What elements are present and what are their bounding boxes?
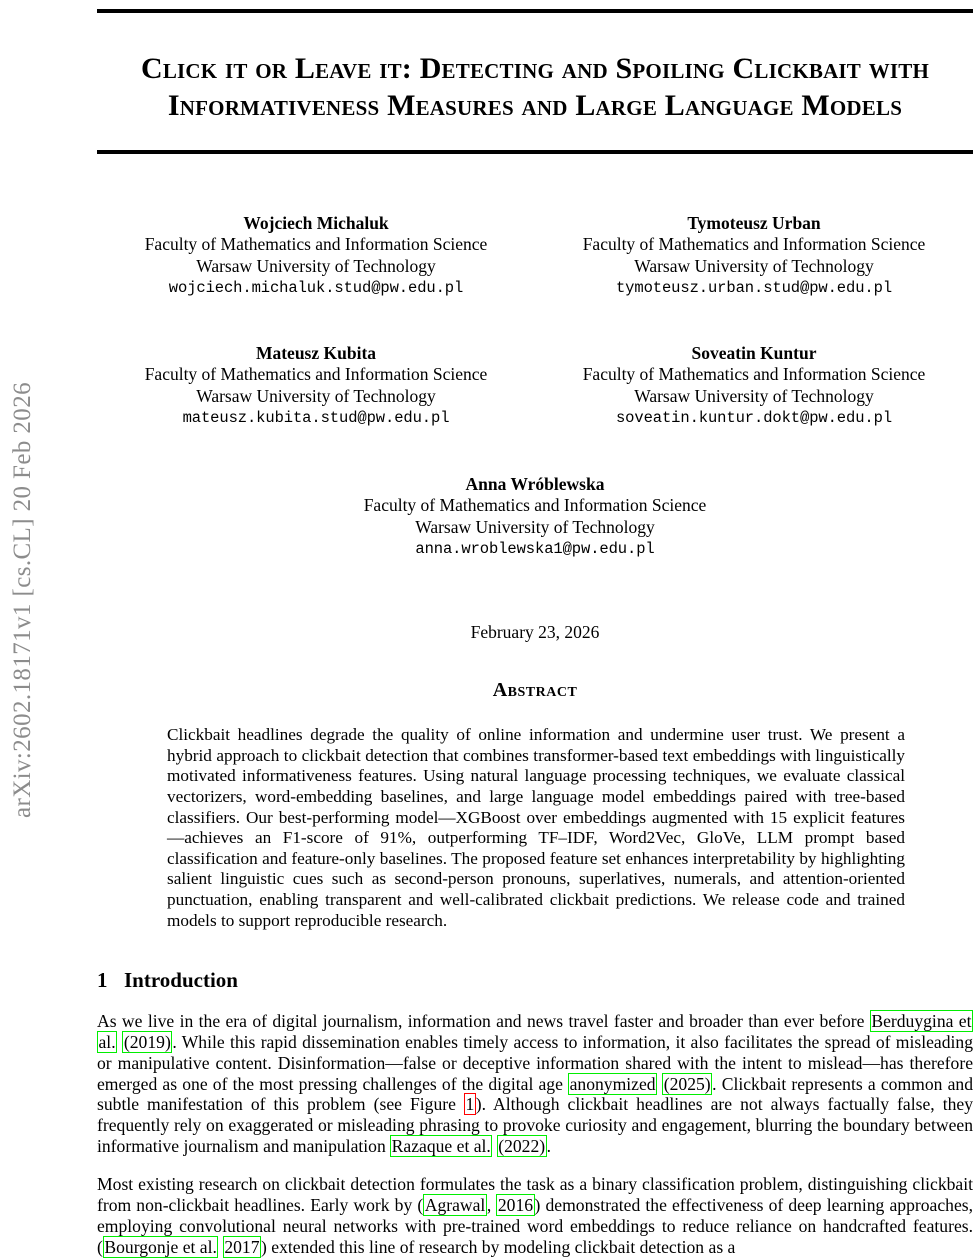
par1-text-1: As we live in the era of digital journalism, information and news travel faster and broader than ever before xyxy=(97,1011,870,1032)
author-block xyxy=(97,154,973,560)
intro-paragraph-2 xyxy=(97,1174,973,1257)
author-name: Tymoteusz Urban xyxy=(687,213,821,234)
arxiv-stamp xyxy=(0,0,46,1200)
paper-page xyxy=(97,0,973,1257)
author-faculty: Faculty of Mathematics and Information Science xyxy=(144,364,488,385)
citation-author: Berduygina et al. xyxy=(98,1011,972,1052)
par1-text-3: . Clickbait represents a common and subtle manifestation of this problem (see Figure xyxy=(97,1073,973,1115)
author-entry xyxy=(97,212,535,299)
author-university: Warsaw University of Technology xyxy=(634,385,874,406)
author-row xyxy=(97,473,973,560)
paper-date: February 23, 2026 xyxy=(470,622,600,643)
author-university: Warsaw University of Technology xyxy=(634,255,874,276)
author-faculty: Faculty of Mathematics and Information Science xyxy=(582,364,926,385)
citation-separator: , xyxy=(486,1195,497,1216)
author-email[interactable]: mateusz.kubita.stud@pw.edu.pl xyxy=(182,409,450,428)
citation-year: (2025) xyxy=(663,1073,711,1094)
author-email[interactable]: anna.wroblewska1@pw.edu.pl xyxy=(415,540,655,559)
author-name: Wojciech Michaluk xyxy=(243,213,389,234)
author-faculty: Faculty of Mathematics and Information Science xyxy=(582,234,926,255)
citation-year: 2016 xyxy=(497,1195,534,1216)
author-email[interactable]: soveatin.kuntur.dokt@pw.edu.pl xyxy=(615,409,893,428)
par1-text-2: . While this rapid dissemination enables timely access to information, it also facilitates the spread of misleading or manipulative content. Disinformation—false or deceptive information shared with the intent to mislead—has therefore emerged as one of the most pressing challenges of the digital age xyxy=(97,1031,973,1094)
section-number: 1 xyxy=(97,968,108,993)
intro-paragraph-1 xyxy=(97,1011,973,1157)
author-row xyxy=(97,342,973,429)
author-faculty: Faculty of Mathematics and Information Science xyxy=(363,495,707,516)
author-university: Warsaw University of Technology xyxy=(196,385,436,406)
author-name: Mateusz Kubita xyxy=(255,343,377,364)
par2-text-3: ) extended this line of research by modeling clickbait detection as a xyxy=(261,1236,736,1257)
citation-year: (2022) xyxy=(498,1135,546,1156)
page-title: Click it or Leave it: Detecting and Spoiling Clickbait with Informativeness Measures and Large Language Models xyxy=(140,52,930,123)
author-name: Anna Wróblewska xyxy=(465,474,605,495)
title-rule-top xyxy=(97,9,973,13)
author-faculty: Faculty of Mathematics and Information Science xyxy=(144,234,488,255)
author-entry xyxy=(535,342,973,429)
par1-text-5: . xyxy=(546,1135,552,1156)
author-entry xyxy=(97,342,535,429)
section-heading-introduction xyxy=(97,968,973,993)
citation-agrawal[interactable] xyxy=(423,1194,487,1216)
citation-year: (2019) xyxy=(123,1031,171,1052)
citation-bourgonje-year[interactable] xyxy=(223,1236,261,1258)
citation-berduygina-year[interactable] xyxy=(122,1031,172,1053)
abstract-text: Clickbait headlines degrade the quality of online information and undermine user trust. We present a hybrid approach to clickbait detection that combines transformer-based text embeddings with linguistically motivated informativeness features. Using natural language processing techniques, we evaluate classical vectorizers, word-embedding baselines, and large language model embeddings paired with tree-based classifiers. Our best-performing model—XGBoost over embeddings augmented with 15 explicit features—achieves an F1-score of 91%, outperforming TF–IDF, Word2Vec, GloVe, LLM prompt based classification and feature-only baselines. The proposed feature set enhances interpretability by highlighting salient linguistic cues such as second-person pronouns, superlatives, numerals, and attention-oriented punctuation, enabling transparent and well-calibrated clickbait predictions. We release code and trained models to support reproducible research. xyxy=(167,725,905,930)
author-entry xyxy=(97,473,973,560)
author-university: Warsaw University of Technology xyxy=(196,255,436,276)
citation-author: Bourgonje et al. xyxy=(104,1236,217,1257)
citation-author: anonymized xyxy=(569,1073,656,1094)
author-name: Soveatin Kuntur xyxy=(691,343,817,364)
citation-year: 2017 xyxy=(224,1236,260,1257)
abstract-heading: Abstract xyxy=(492,679,578,702)
figure-reference-1[interactable] xyxy=(464,1093,476,1115)
author-entry xyxy=(535,212,973,299)
arxiv-stamp-text: arXiv:2602.18171v1 [cs.CL] 20 Feb 2026 xyxy=(9,382,36,818)
par2-text-2: ) demonstrated the effectiveness of deep learning approaches, employing convolutional neural networks with pre-trained word embeddings to reduce reliance on handcrafted features. ( xyxy=(97,1195,973,1257)
citation-author: Agrawal xyxy=(424,1195,486,1216)
section-title: Introduction xyxy=(124,968,238,993)
author-university: Warsaw University of Technology xyxy=(415,516,655,537)
citation-razaque-year[interactable] xyxy=(497,1135,547,1157)
author-email[interactable]: wojciech.michaluk.stud@pw.edu.pl xyxy=(168,279,464,298)
citation-bourgonje[interactable] xyxy=(103,1236,219,1258)
citation-agrawal-year[interactable] xyxy=(496,1194,534,1216)
citation-anonymized-year[interactable] xyxy=(662,1073,712,1095)
par2-text-1: Most existing research on clickbait detection formulates the task as a binary classification problem, distinguishing clickbait from non-clickbait headlines. Early work by ( xyxy=(97,1174,973,1216)
figure-number: 1 xyxy=(465,1094,475,1115)
author-email[interactable]: tymoteusz.urban.stud@pw.edu.pl xyxy=(615,279,893,298)
par1-text-4: ). Although clickbait headlines are not always factually false, they frequently rely on exaggerated or misleading phrasing to provoke curiosity and engagement, blurring the boundary between informative journalism and manipulation xyxy=(97,1094,973,1156)
citation-author: Razaque et al. xyxy=(391,1135,491,1156)
citation-anonymized[interactable] xyxy=(568,1073,657,1095)
citation-razaque[interactable] xyxy=(390,1135,492,1157)
author-row xyxy=(97,212,973,299)
